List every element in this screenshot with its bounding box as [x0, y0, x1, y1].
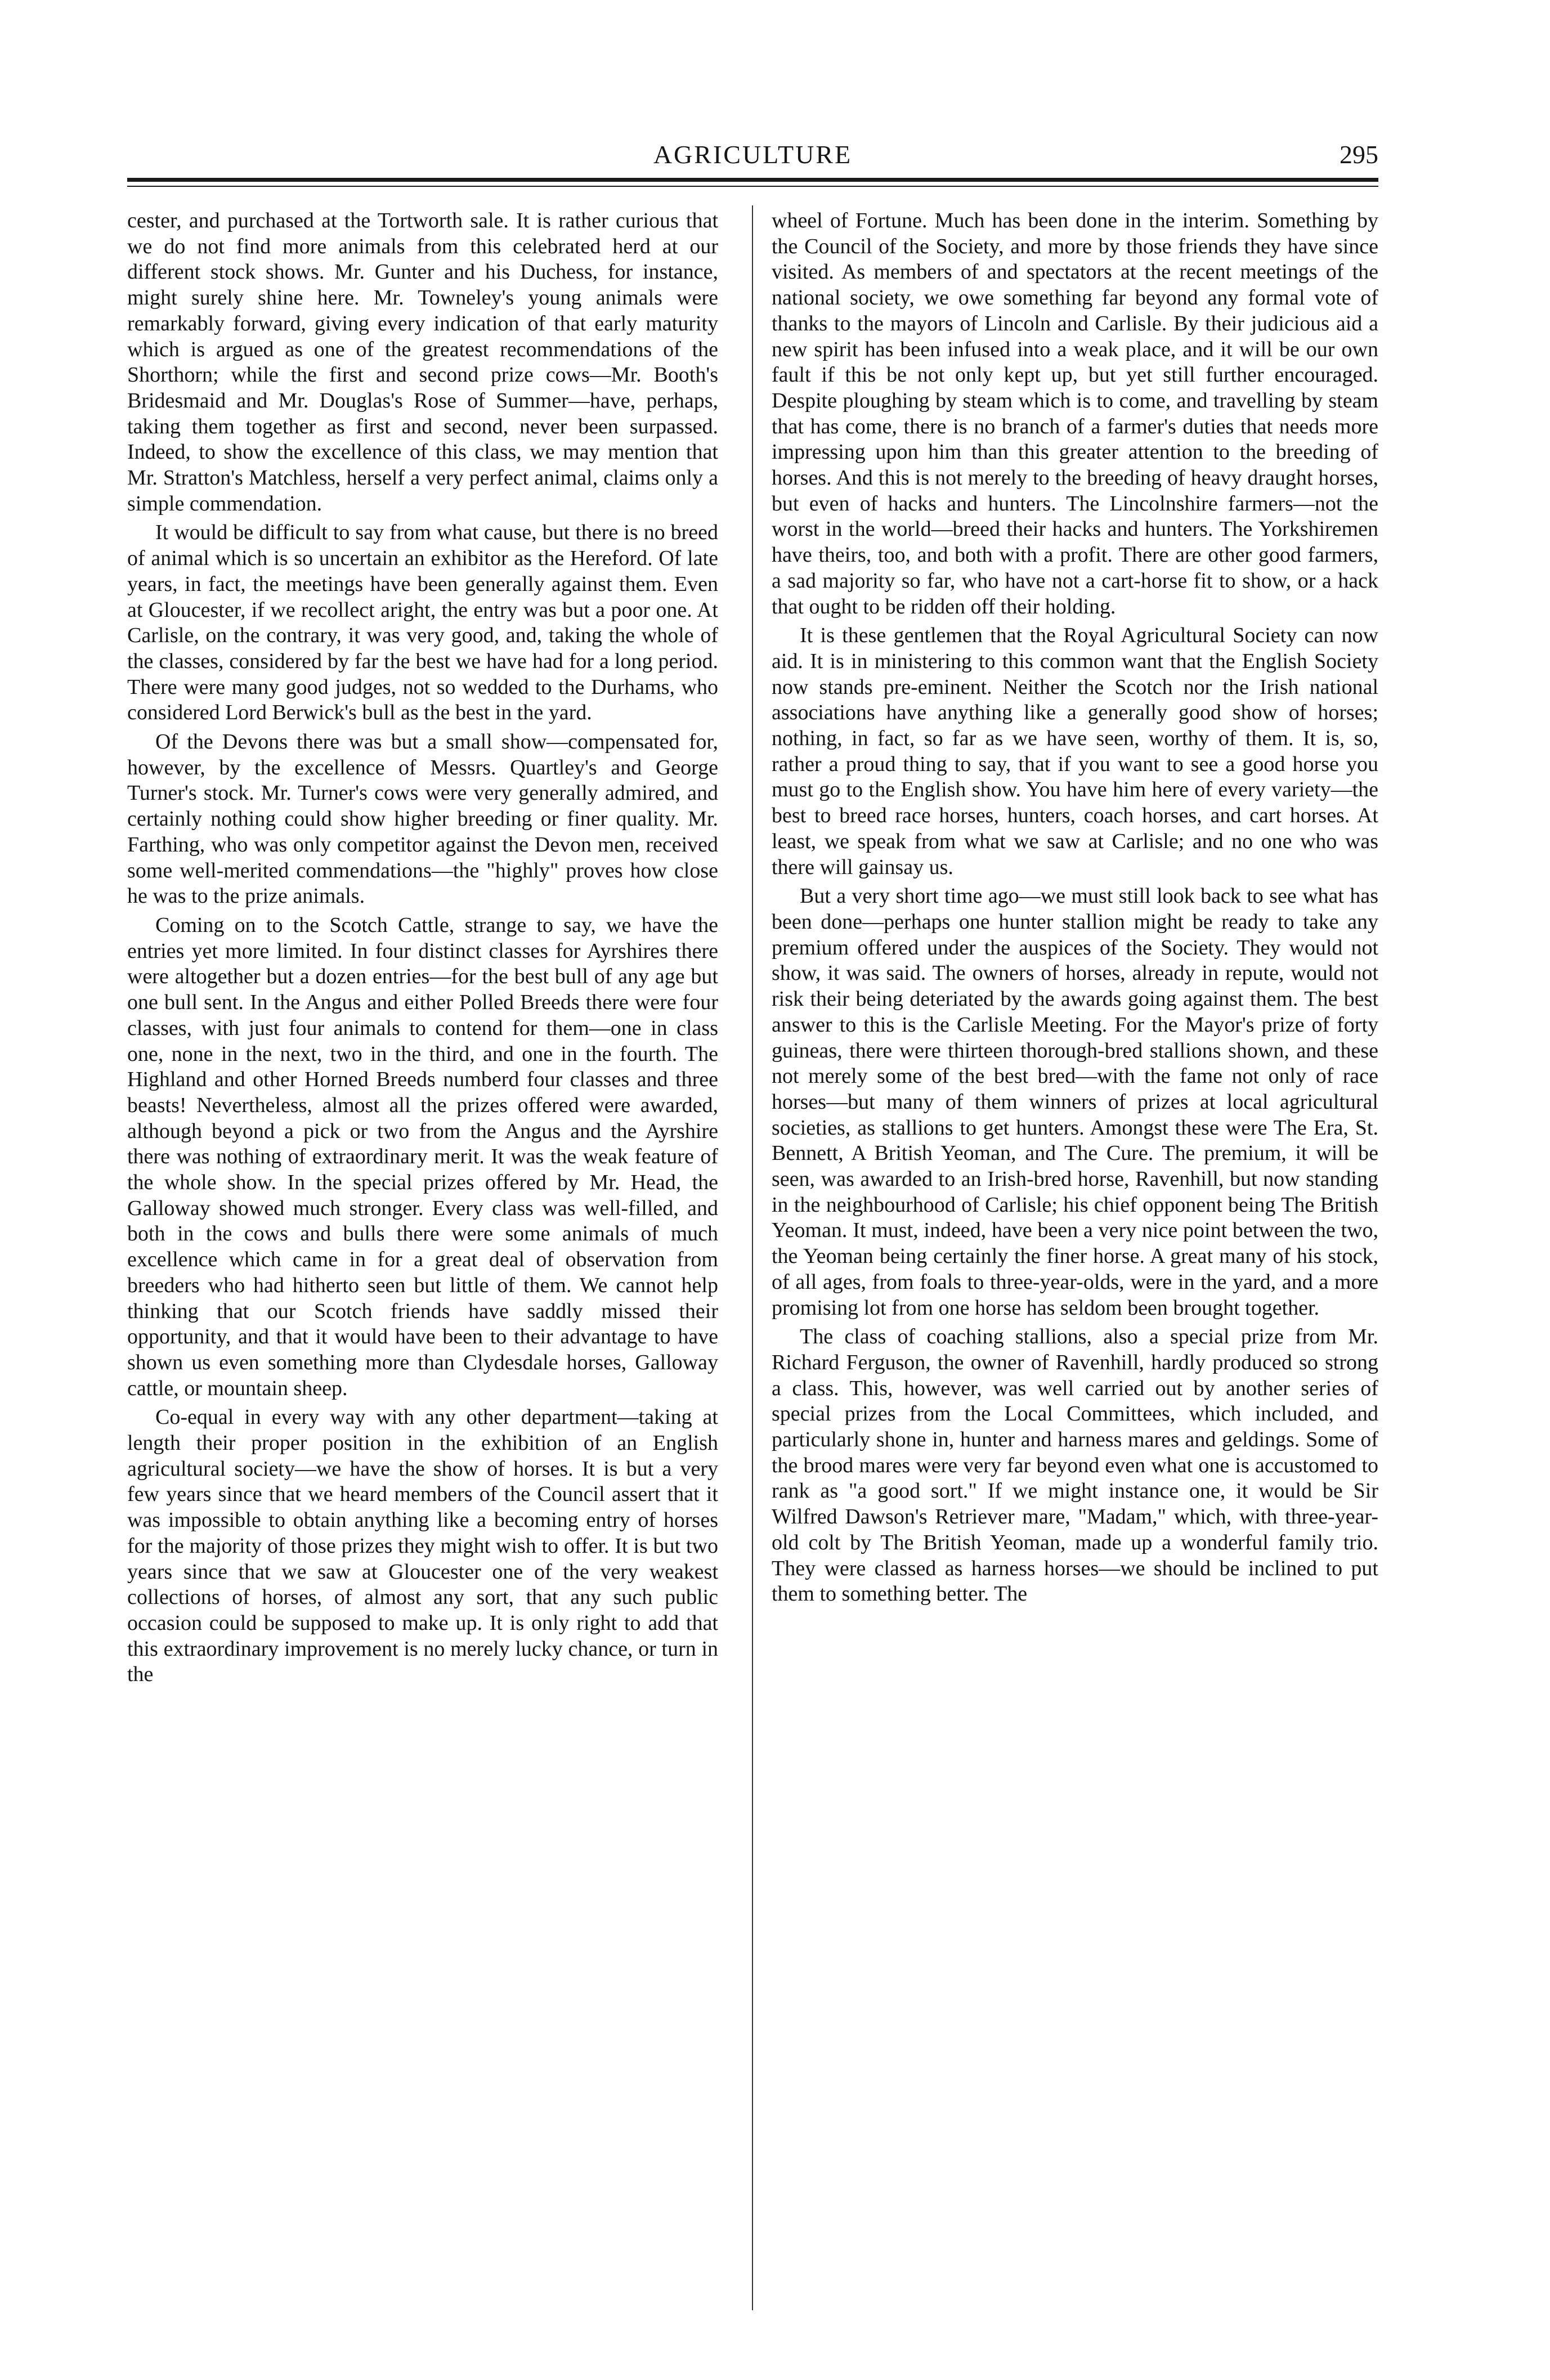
paragraph: Of the Devons there was but a small show—compensated for, however, by the excellence of Messrs. Quartley's and George Turner's stock. Mr. Turner's cows were very generally admired, and certainly nothing could show higher breeding or finer quality. Mr. Farthing, who was only competitor against the Devon men, received some well-merited commendations—the "highly" proves how close he was to the prize animals.: [127, 730, 718, 908]
paragraph: Coming on to the Scotch Cattle, strange to say, we have the entries yet more limited. In four distinct classes for Ayrshires there were altogether but a dozen entries—for the best bull of any age but one bull sent. In the Angus and either Polled Breeds there were four classes, with just four animals to contend for them—one in class one, none in the next, two in the third, and one in the fourth. The Highland and other Horned Breeds numberd four classes and three beasts! Nevertheless, almost all the prizes offered were awarded, although beyond a pick or two from the Angus and the Ayrshire there was nothing of extraordinary merit. It was the weak feature of the whole show. In the special prizes offered by Mr. Head, the Galloway showed much stronger. Every class was well-filled, and both in the cows and bulls there were some animals of much excellence which came in for a great deal of observation from breeders who had hitherto seen but little of them. We cannot help thinking that our Scotch friends have saddly missed their opportunity, and that it would have been to their advantage to have shown us even something more than Clydesdale horses, Galloway cattle, or mountain sheep.: [127, 913, 718, 1400]
paragraph: It would be difficult to say from what cause, but there is no breed of animal which is so uncertain an exhibitor as the Hereford. Of late years, in fact, the meetings have been generally against them. Even at Gloucester, if we recollect aright, the entry was but a poor one. At Carlisle, on the contrary, it was very good, and, taking the whole of the classes, considered by far the best we have had for a long period. There were many good judges, not so wedded to the Durhams, who considered Lord Berwick's bull as the best in the yard.: [127, 521, 718, 725]
page-header: [127, 140, 1378, 176]
paragraph: wheel of Fortune. Much has been done in the interim. Something by the Council of the Society, and more by those friends they have since visited. As members of and spectators at the recent meetings of the national society, we owe something far beyond any formal vote of thanks to the mayors of Lincoln and Carlisle. By their judicious aid a new spirit has been infused into a weak place, and it will be our own fault if this be not only kept up, but yet still further encouraged. Despite ploughing by steam which is to come, and travelling by steam that has come, there is no branch of a farmer's duties that needs more impressing upon him than this greater attention to the breeding of horses. And this is not merely to the breeding of heavy draught horses, but even of hacks and hunters. The Lincolnshire farmers—not the worst in the world—breed their hacks and hunters. The Yorkshiremen have theirs, too, and both with a profit. There are other good farmers, a sad majority so far, who have not a cart-horse fit to show, or a hack that ought to be ridden off their holding.: [772, 209, 1378, 618]
column-divider: [752, 205, 753, 2310]
paragraph: The class of coaching stallions, also a special prize from Mr. Richard Ferguson, the owner of Ravenhill, hardly produced so strong a class. This, however, was well carried out by another series of special prizes from the Local Committees, which included, and particularly shone in, hunter and harness mares and geldings. Some of the brood mares were very far beyond even what one is accustomed to rank as "a good sort." If we might instance one, it would be Sir Wilfred Dawson's Retriever mare, "Madam," which, with three-year-old colt by The British Yeoman, made up a wonderful family trio. They were classed as harness horses—we should be inclined to put them to something better. The: [772, 1325, 1378, 1606]
paragraph: It is these gentlemen that the Royal Agricultural Society can now aid. It is in ministering to this common want that the English Society now stands pre-eminent. Neither the Scotch nor the Irish national associations have anything like a generally good show of horses; nothing, in fact, so far as we have seen, worthy of them. It is, so, rather a proud thing to say, that if you want to see a good horse you must go to the English show. You have him here of every variety—the best to breed race horses, hunters, coach horses, and cart horses. At least, we speak from what we saw at Carlisle; and no one who was there will gainsay us.: [772, 624, 1378, 879]
paragraph: Co-equal in every way with any other department—taking at length their proper position in the exhibition of an English agricultural society—we have the show of horses. It is but a very few years since that we heard members of the Council assert that it was impossible to obtain anything like a becoming entry of horses for the majority of those prizes they might wish to offer. It is but two years since that we saw at Gloucester one of the very weakest collections of horses, of almost any sort, that any such public occasion could be supposed to make up. It is only right to add that this extraordinary improvement is no merely lucky chance, or turn in the: [127, 1405, 718, 1687]
running-title: AGRICULTURE: [653, 140, 853, 169]
header-rule-thick: [127, 178, 1378, 182]
paragraph: cester, and purchased at the Tortworth sale. It is rather curious that we do not find more animals from this celebrated herd at our different stock shows. Mr. Gunter and his Duchess, for instance, might surely shine here. Mr. Towneley's young animals were remarkably forward, giving every indication of that early maturity which is argued as one of the greatest recommendations of the Shorthorn; while the first and second prize cows—Mr. Booth's Bridesmaid and Mr. Douglas's Rose of Summer—have, perhaps, taking them together as first and second, never been surpassed. Indeed, to show the excellence of this class, we may mention that Mr. Stratton's Matchless, herself a very perfect animal, claims only a simple commendation.: [127, 209, 718, 516]
right-column: [772, 208, 1378, 2291]
page-number: 295: [1340, 140, 1378, 169]
paragraph: But a very short time ago—we must still look back to see what has been done—perhaps one hunter stallion might be ready to take any premium offered under the auspices of the Society. They would not show, it was said. The owners of horses, already in repute, would not risk their being deteriated by the awards going against them. The best answer to this is the Carlisle Meeting. For the Mayor's prize of forty guineas, there were thirteen thorough-bred stallions shown, and these not merely some of the best bred—with the fame not only of race horses—but many of them winners of prizes at local agricultural societies, as stallions to get hunters. Amongst these were The Era, St. Bennett, A British Yeoman, and The Cure. The premium, it will be seen, was awarded to an Irish-bred horse, Ravenhill, but now standing in the neighbourhood of Carlisle; his chief opponent being The British Yeoman. It must, indeed, have been a very nice point between the two, the Yeoman being certainly the finer horse. A great many of his stock, of all ages, from foals to three-year-olds, were in the yard, and a more promising lot from one horse has seldom been brought together.: [772, 884, 1378, 1320]
left-column: [127, 208, 718, 2291]
header-rule-thin: [127, 186, 1378, 187]
